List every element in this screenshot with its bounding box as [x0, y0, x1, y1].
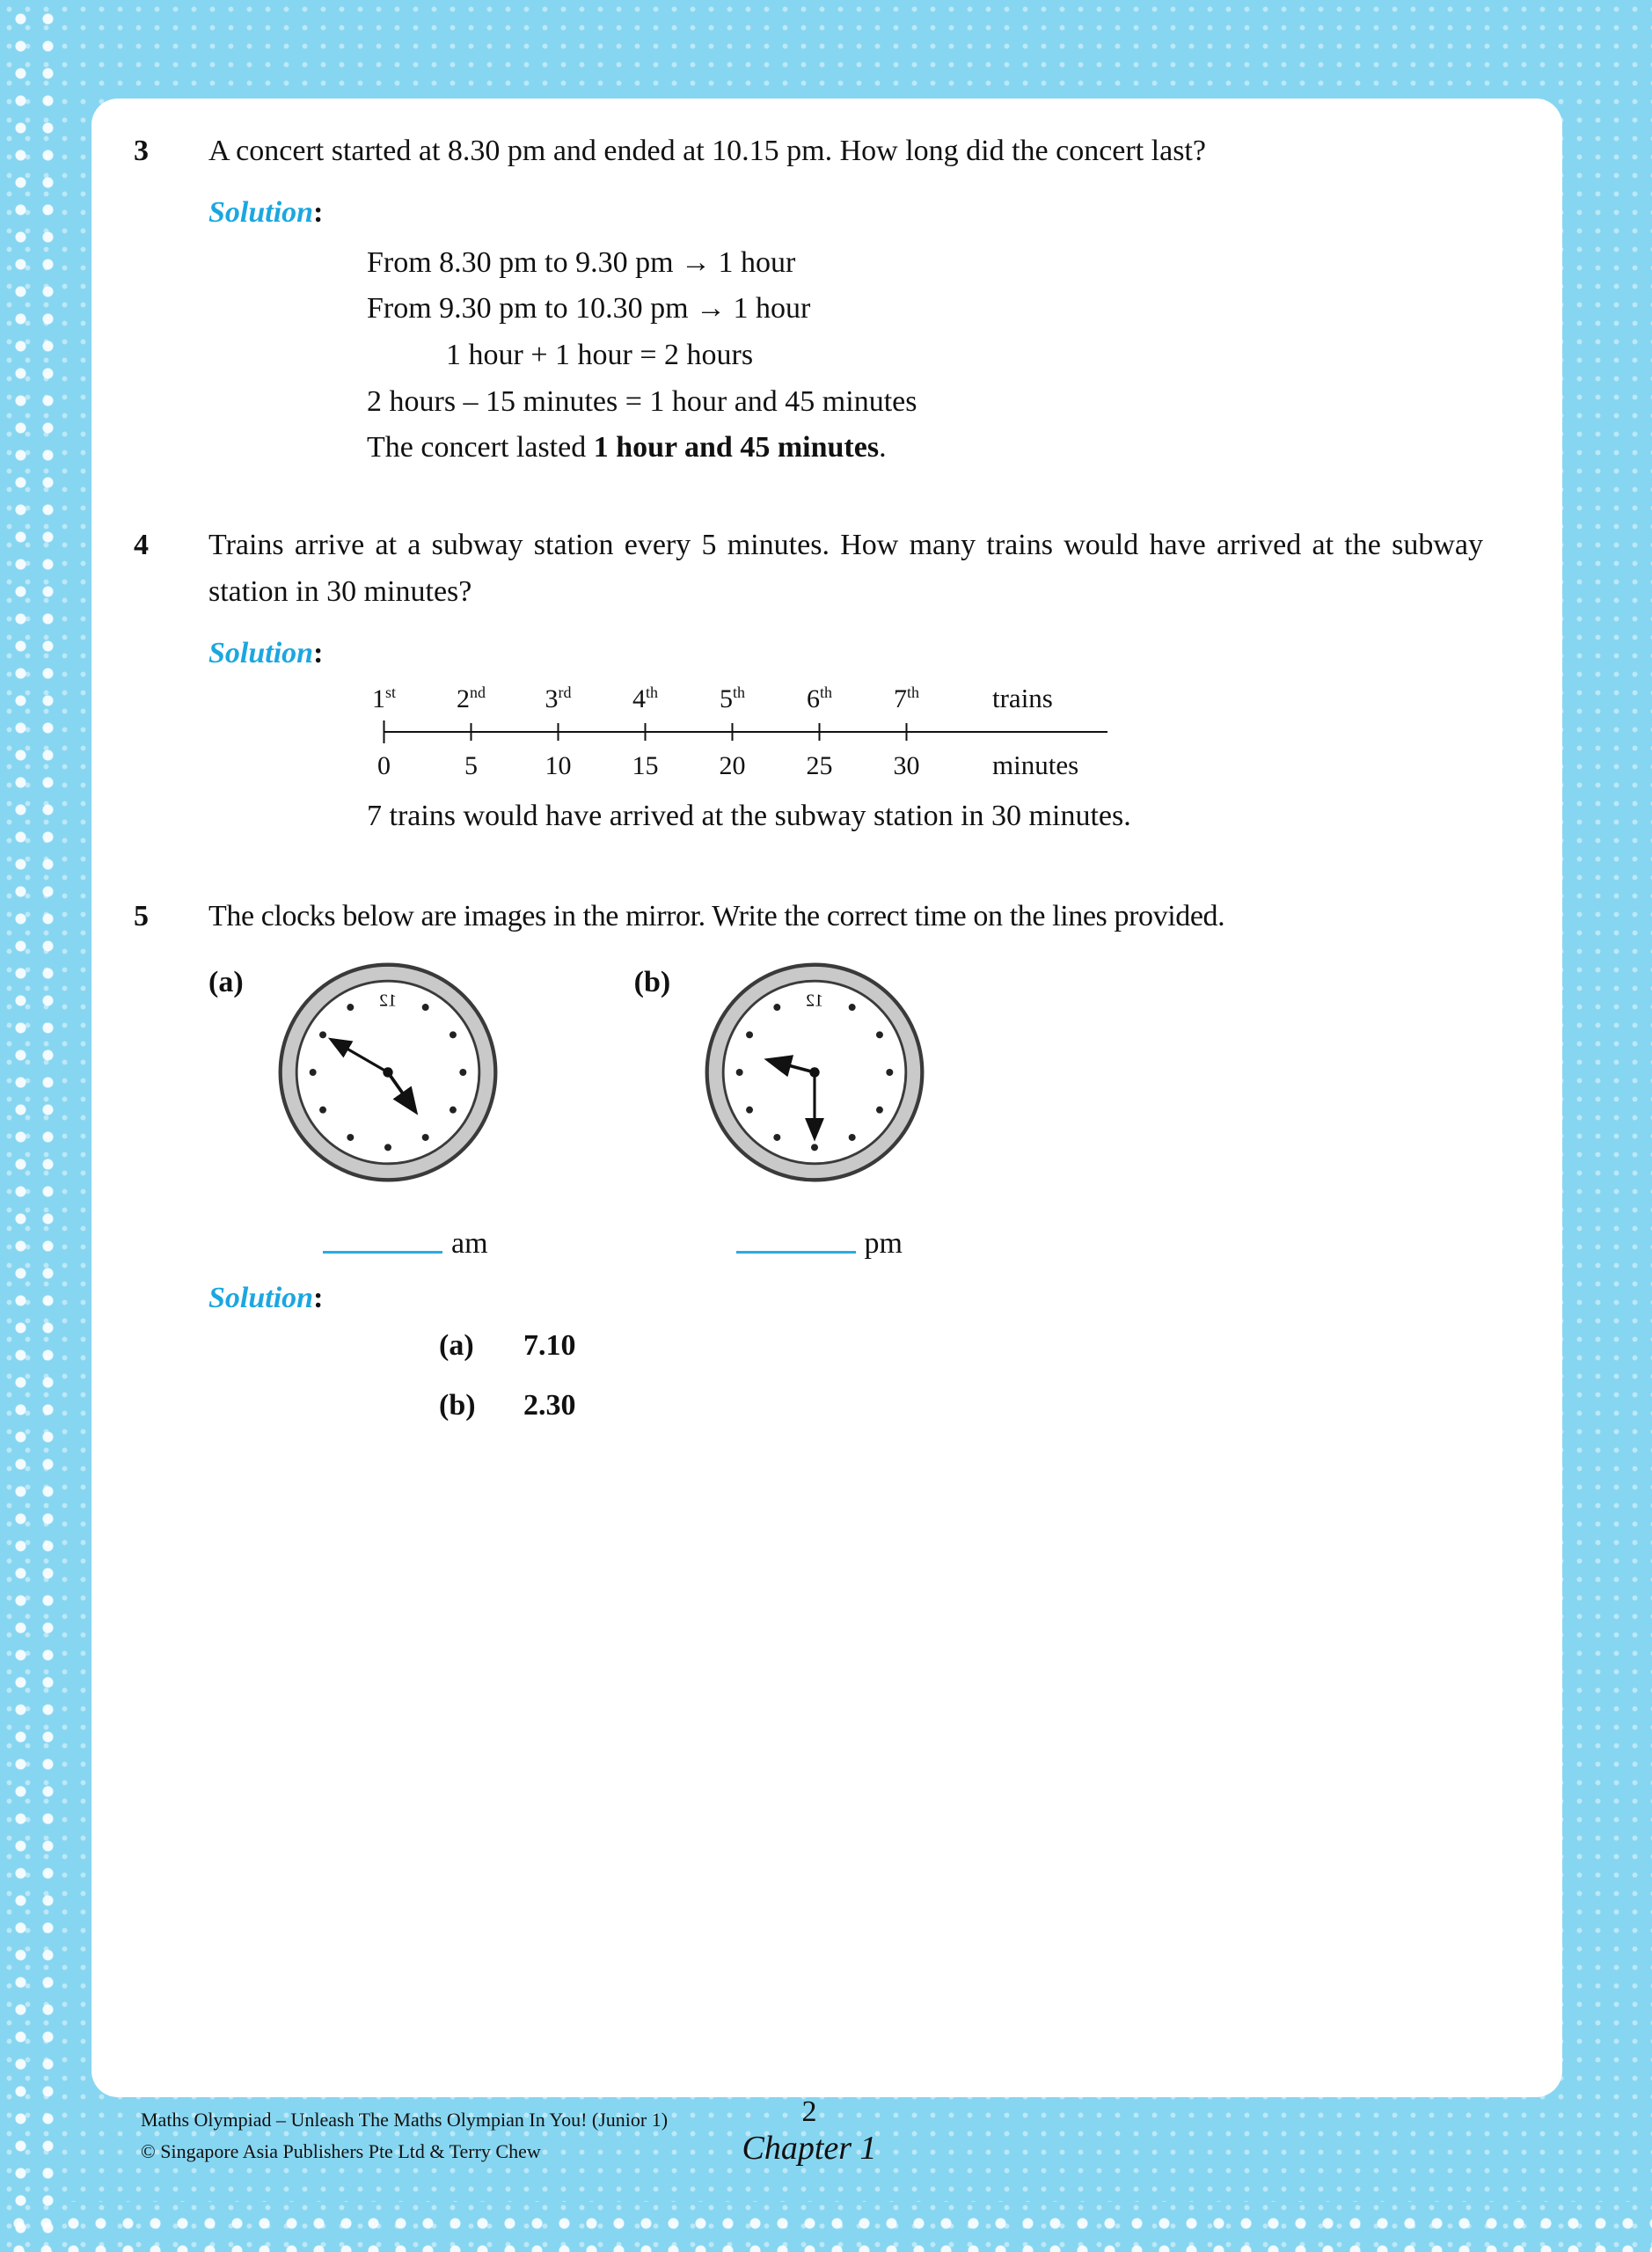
work-line: From 9.30 pm to 10.30 pm → 1 hour — [367, 292, 811, 325]
work-line: From 8.30 pm to 9.30 pm → 1 hour — [367, 245, 796, 279]
clock-center-pin — [383, 1067, 392, 1077]
ordinal-label: 3rd — [545, 683, 572, 713]
work-line: 1 hour + 1 hour = 2 hours — [446, 339, 754, 372]
minute-label: 25 — [806, 750, 833, 780]
answer-b-value: 2.30 — [523, 1388, 576, 1422]
problem-5-solution-label — [208, 1282, 1483, 1315]
clock-a-answer-blank — [323, 1251, 442, 1254]
problem-4-number: 4 — [134, 529, 149, 562]
mirror-clock-a — [275, 960, 501, 1185]
solution-colon: : — [313, 1281, 324, 1314]
problem-4-question: Trains arrive at a subway station every 5 minutes. How many trains would have arrived at the subway station in 30 minutes? — [208, 529, 1483, 608]
solution-word: Solution — [208, 636, 314, 669]
conclusion-suffix: . — [879, 431, 887, 464]
number-line-graphic — [340, 716, 1132, 748]
minute-label: 20 — [719, 750, 746, 780]
conclusion-answer: 1 hour and 45 minutes — [593, 431, 880, 464]
problem-3-working — [367, 240, 1483, 472]
solution-word: Solution — [208, 1281, 314, 1314]
ordinal-label: 6th — [806, 683, 832, 713]
problem-3-number: 3 — [134, 135, 149, 167]
ordinal-label: 1st — [371, 683, 396, 713]
number-line-ordinals-row — [340, 683, 1185, 714]
solution-colon: : — [313, 636, 324, 669]
answer-blanks-row — [208, 1227, 1483, 1261]
problem-3 — [134, 128, 1483, 472]
footer-copyright: © Singapore Asia Publishers Pte Ltd & Terry Chew — [141, 2140, 541, 2163]
left-dot-border — [0, 0, 55, 2252]
footer-center — [0, 2095, 1619, 2168]
bottom-dot-border — [0, 2201, 1652, 2252]
footer-series-title: Maths Olympiad – Unleash The Maths Olympian In You! (Junior 1) — [141, 2109, 669, 2131]
solution-word: Solution — [208, 195, 314, 229]
ordinal-label: 5th — [719, 683, 745, 713]
ordinal-label: 7th — [893, 683, 919, 713]
worksheet-card — [91, 99, 1562, 2097]
page-number: 2 — [801, 2095, 817, 2128]
minute-label: 10 — [545, 750, 572, 780]
clock-a-label: (a) — [208, 965, 244, 998]
minute-label: 5 — [464, 750, 478, 780]
answer-line-a — [439, 1329, 1483, 1363]
problem-4-conclusion: 7 trains would have arrived at the subway station in 30 minutes. — [367, 799, 1131, 832]
minutes-label: minutes — [992, 749, 1079, 780]
ordinal-label: 4th — [632, 683, 658, 713]
minute-label: 30 — [893, 750, 920, 780]
problem-3-solution-label — [208, 196, 1483, 230]
minute-label: 0 — [377, 750, 391, 780]
mirrored-12-numeral: 12 — [378, 991, 397, 1011]
answer-a-label: (a) — [439, 1328, 474, 1362]
problem-4-solution-label — [208, 637, 1483, 670]
clock-b-label: (b) — [633, 965, 671, 998]
trains-label: trains — [992, 682, 1053, 713]
minute-label: 15 — [632, 750, 659, 780]
am-label: am — [451, 1226, 488, 1260]
answer-a-value: 7.10 — [523, 1328, 576, 1362]
answer-b-label: (b) — [439, 1388, 476, 1422]
clock-b-answer-blank — [736, 1251, 856, 1254]
clock-center-pin — [810, 1067, 820, 1077]
problem-5-number: 5 — [134, 900, 149, 933]
solution-colon: : — [313, 195, 324, 229]
mirror-clocks-row — [208, 965, 1483, 1185]
chapter-label: Chapter 1 — [742, 2130, 877, 2167]
conclusion-prefix: The concert lasted — [367, 431, 594, 464]
problem-4 — [134, 523, 1483, 839]
mirrored-12-numeral: 12 — [806, 991, 824, 1011]
mirror-clock-b — [702, 960, 927, 1185]
answer-line-b — [439, 1389, 1483, 1422]
number-line-minutes-row — [340, 749, 1185, 781]
pm-label: pm — [864, 1226, 903, 1260]
ordinal-label: 2nd — [457, 683, 486, 713]
train-number-line — [340, 683, 1185, 781]
work-line: 2 hours – 15 minutes = 1 hour and 45 minutes — [367, 384, 917, 418]
problem-5-question: The clocks below are images in the mirror. Write the correct time on the lines provided. — [208, 900, 1225, 933]
problem-5 — [134, 894, 1483, 1449]
work-conclusion — [367, 425, 1483, 472]
problem-3-question: A concert started at 8.30 pm and ended at 10.15 pm. How long did the concert last? — [208, 135, 1206, 167]
problem-5-answers — [439, 1329, 1483, 1422]
